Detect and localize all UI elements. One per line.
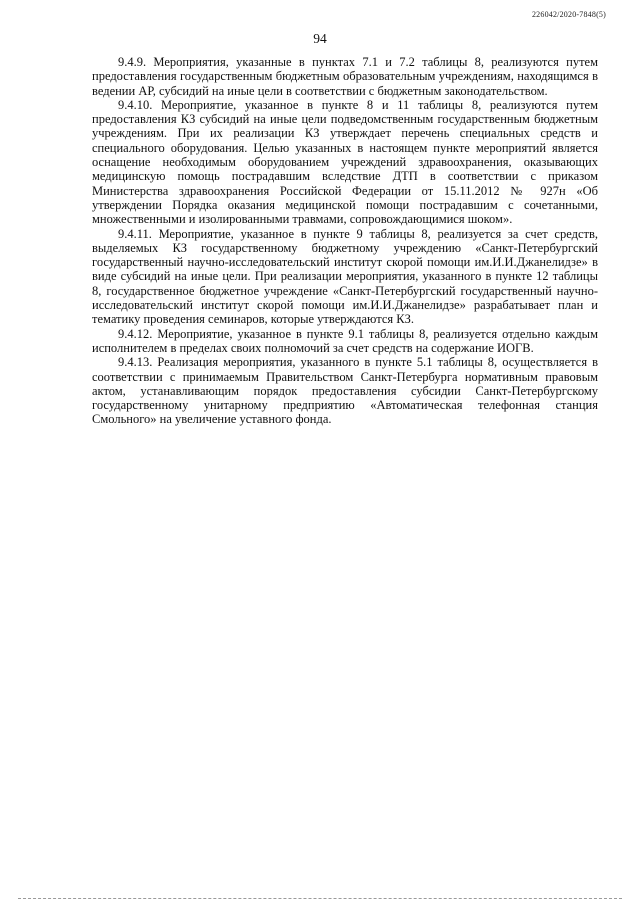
paragraph-9-4-12: 9.4.12. Мероприятие, указанное в пункте 9.1 таблицы 8, реализуется отдельно каждым исполнителем в пределах своих полномочий за счет средств на содержание ИОГВ.	[92, 326, 598, 355]
page-number: 94	[313, 31, 327, 46]
document-id: 226042/2020-7848(5)	[531, 10, 606, 19]
paragraph-9-4-13: 9.4.13. Реализация мероприятия, указанного в пункте 5.1 таблицы 8, осуществляется в соответствии с принимаемым Правительством Санкт-Петербурга нормативным правовым актом, устанавливающим порядок предоставления субсидии Санкт-Петербургскому государственному унитарному предприятию «Автоматическая телефонная станция Смольного» на увеличение уставного фонда.	[92, 355, 598, 427]
body-text	[92, 55, 598, 427]
paragraph-9-4-11: 9.4.11. Мероприятие, указанное в пункте 9 таблицы 8, реализуется за счет средств, выделяемых КЗ государственному бюджетному учреждению «Санкт-Петербургский государственный научно-исследовательский институт скорой помощи им.И.И.Джанелидзе» в виде субсидий на иные цели. При реализации мероприятия, указанного в пункте 12 таблицы 8, государственное бюджетное учреждение «Санкт-Петербургский государственный научно-исследовательский институт скорой помощи им.И.И.Джанелидзе» разрабатывает план и тематику проведения семинаров, которые утверждаются КЗ.	[92, 226, 598, 327]
paragraph-9-4-9: 9.4.9. Мероприятия, указанные в пунктах 7.1 и 7.2 таблицы 8, реализуются путем предоставления государственным бюджетным образовательным учреждениям, находящимся в ведении АР, субсидий на иные цели в соответствии с бюджетным законодательством.	[92, 55, 598, 98]
scan-edge-divider	[18, 898, 622, 901]
paragraph-9-4-10: 9.4.10. Мероприятие, указанное в пункте 8 и 11 таблицы 8, реализуются путем предоставления КЗ субсидий на иные цели подведомственным государственным бюджетным учреждениям. При их реализации КЗ утверждает перечень специальных средств и специального оборудования. Целью указанных в настоящем пункте мероприятий является оснащение необходимым оборудованием учреждений здравоохранения, оказывающих медицинскую помощь пострадавшим вследствие ДТП в соответствии с приказом Министерства здравоохранения Российской Федерации от 15.11.2012 № 927н «Об утверждении Порядка оказания медицинской помощи пострадавшим с сочетанными, множественными и изолированными травмами, сопровождающимися шоком».	[92, 97, 598, 227]
